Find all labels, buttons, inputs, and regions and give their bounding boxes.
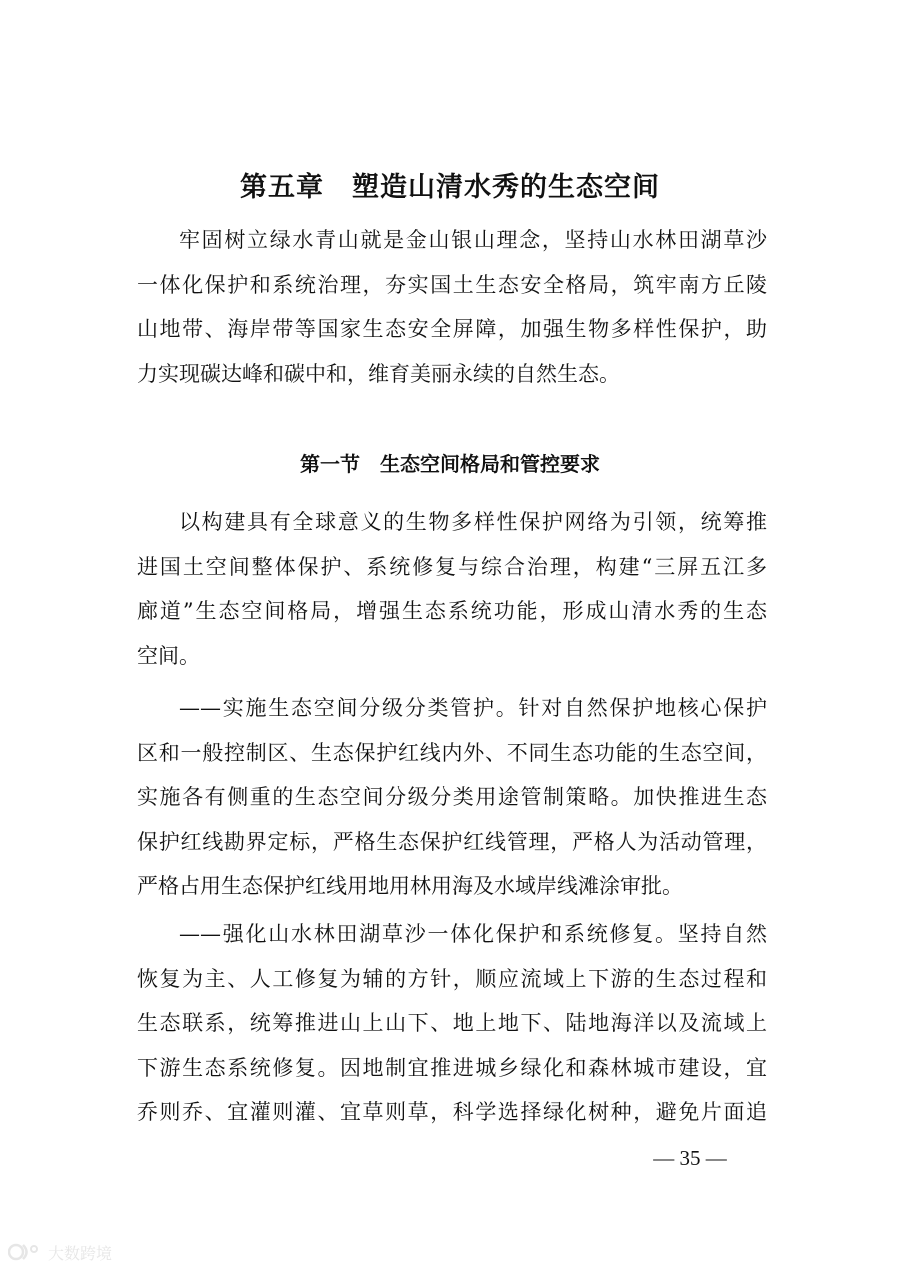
paragraph-line: 实施各有侧重的生态空间分级分类用途管制策略。加快推进生态 (137, 785, 767, 809)
paragraph-line: 区和一般控制区、生态保护红线内外、不同生态功能的生态空间， (137, 740, 767, 765)
paragraph-line: 生态联系，统筹推进山上山下、地上地下、陆地海洋以及流域上 (137, 1011, 767, 1035)
paragraph-line: 山地带、海岸带等国家生态安全屏障，加强生物多样性保护，助 (137, 317, 767, 341)
paragraph-line: 力实现碳达峰和碳中和，维育美丽永续的自然生态。 (137, 361, 620, 386)
chapter-title: 第五章 塑造山清水秀的生态空间 (240, 172, 660, 203)
intro-paragraph (137, 218, 767, 396)
paragraph-1 (137, 500, 767, 678)
paragraph-line: 廊道”生态空间格局，增强生态系统功能，形成山清水秀的生态 (137, 599, 767, 623)
paragraph-line: 乔则乔、宜灌则灌、宜草则草，科学选择绿化树种，避免片面追 (137, 1100, 767, 1124)
paragraph-2 (137, 686, 767, 909)
paragraph-3 (137, 912, 767, 1135)
logo-icon (8, 1241, 42, 1263)
section-title: 第一节 生态空间格局和管控要求 (300, 452, 600, 476)
paragraph-line: 下游生态系统修复。因地制宜推进城乡绿化和森林城市建设，宜 (137, 1055, 767, 1080)
paragraph-line: 恢复为主、人工修复为辅的方针，顺应流域上下游的生态过程和 (137, 966, 767, 991)
paragraph-line: 严格占用生态保护红线用地用林用海及水域岸线滩涂审批。 (137, 874, 683, 898)
page-number: — 35 — (653, 1146, 727, 1170)
paragraph-line: ——强化山水林田湖草沙一体化保护和系统修复。坚持自然 (179, 922, 767, 946)
paragraph-line: 保护红线勘界定标，严格生态保护红线管理，严格人为活动管理， (137, 829, 767, 854)
paragraph-line: ——实施生态空间分级分类管护。针对自然保护地核心保护 (179, 696, 767, 720)
watermark-text: 大数跨境 (48, 1243, 113, 1263)
paragraph-line: 一体化保护和系统治理，夯实国土生态安全格局，筑牢南方丘陵 (137, 272, 767, 297)
watermark (8, 1238, 112, 1266)
paragraph-line: 进国土空间整体保护、系统修复与综合治理，构建“三屏五江多 (137, 554, 767, 579)
paragraph-line: 牢固树立绿水青山就是金山银山理念，坚持山水林田湖草沙 (179, 228, 767, 252)
paragraph-line: 以构建具有全球意义的生物多样性保护网络为引领，统筹推 (179, 510, 767, 534)
paragraph-line: 空间。 (137, 643, 200, 668)
